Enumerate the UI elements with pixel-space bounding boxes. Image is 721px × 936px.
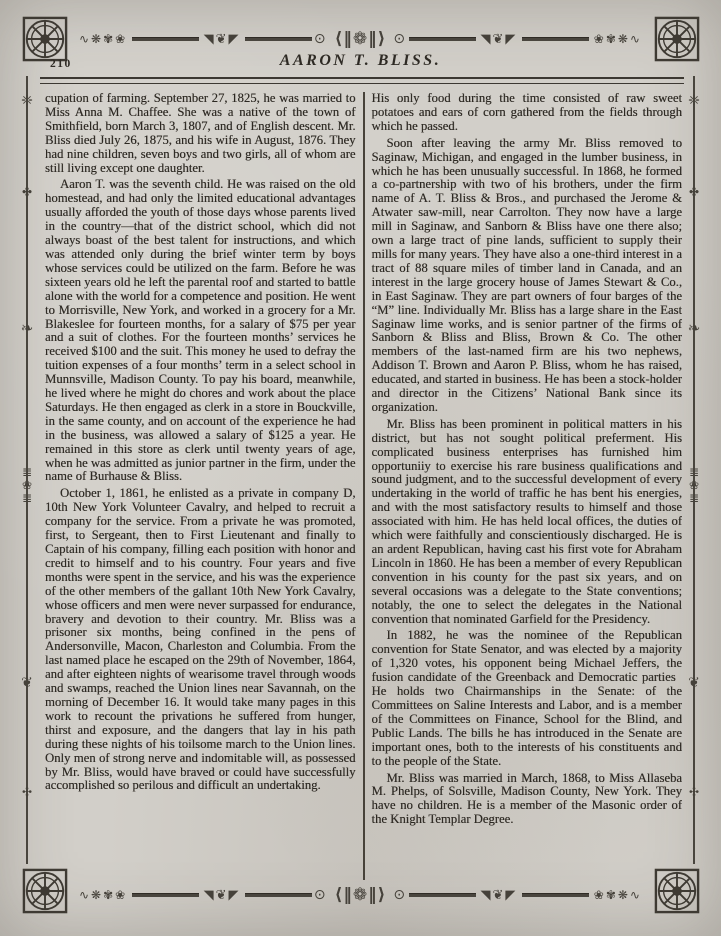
band-flourish-ornament: ∿❋✾❀: [79, 32, 128, 46]
bottom-ornament-band: [74, 882, 647, 908]
band-rule: [409, 893, 475, 897]
band-rule: [522, 893, 588, 897]
band-rule: [132, 37, 198, 41]
page-title: AARON T. BLISS.: [279, 52, 442, 69]
left-column-paragraph-3: October 1, 1861, he enlisted as a private in company D, 10th New York Volunteer Cavalry, and helped to recruit a company for the service. From a private he was promoted, first, to Sergeant, then to First Lieutenant and finally to Captain of his company, filling each position with honor and credit to himself and to his country. Four years and five months were spent in the service, and his was the experience of the other members of the gallant 10th New York Cavalry, whose officers and men were never surpassed for endurance, bravery and devotion to their country. Mr. Bliss was a prisoner six months, being confined in the pens of Andersonville, Macon, Charleston and Columbia. From the last named place he escaped on the 29th of November, 1864, and after eighteen nights of wearisome travel through woods and swamps, reached the Union lines near Savannah, on the morning of December 16. It would take many pages in this work to recount the privations he suffered from hunger, thirst and exposure, and the dangers that lay in his path during these nights of his toilsome march to the Union lines. Only men of strong nerve and indomitable will, as possessed by Mr. Bliss, would have braved or could have successfully accomplished so perilous and difficult an undertaking.: [45, 486, 356, 793]
band-ring-ornament: ⊙: [393, 887, 408, 903]
right-column-paragraph-5: Mr. Bliss was married in March, 1868, to Miss Allaseba M. Phelps, of Solsville, Madison County, New York. They have no children. He is a member of the Masonic order of the Knight Templar Degree.: [371, 770, 682, 827]
band-bow-ornament: ◥❦◤: [203, 887, 241, 903]
column-divider-rule: [363, 92, 365, 880]
scroll-ornament-icon: ✣: [688, 785, 700, 799]
right-column-paragraph-1: His only food during the time consisted of raw sweet potatoes and ears of corn gathered from the fields through which he passed.: [371, 92, 682, 133]
band-ring-ornament: ⊙: [313, 31, 328, 47]
right-column: [372, 92, 683, 880]
band-ring-ornament: ⊙: [313, 887, 328, 903]
bar-stack-ornament-icon: ≣ ❀ ≣: [688, 465, 700, 505]
left-column-paragraph-1: cupation of farming. September 27, 1825, he was married to Miss Anna M. Chaffee. She was a native of the town of Smithfield, born March 3, 1807, and of English descent. Mr. Bliss died July 26, 1875, and his wife in August, 1876. They had nine children, seven boys and two girls, all of whom are still living except one daughter.: [45, 92, 356, 175]
band-ring-ornament: ⊙: [393, 31, 408, 47]
band-center-ornament: ⟨‖❁‖⟩: [334, 28, 387, 49]
fleuron-ornament-icon: ❦: [688, 675, 700, 691]
scroll-ornament-icon: ✤: [688, 185, 700, 199]
band-bow-ornament: ◥❦◤: [203, 31, 241, 47]
band-flourish-ornament: ∿❋✾❀: [79, 888, 128, 902]
band-rule: [245, 37, 311, 41]
band-rule: [522, 37, 588, 41]
band-bow-ornament: ◥❦◤: [480, 31, 518, 47]
fleuron-ornament-icon: ❦: [21, 675, 33, 691]
scroll-ornament-icon: ✣: [21, 785, 33, 799]
left-column: [45, 92, 356, 880]
right-column-paragraph-4: In 1882, he was the nominee of the Republican convention for State Senator, and was elected by a majority of 1,320 votes, his opponent being Michael Jeffers, the fusion candidate of the Greenback and Democratic parties He holds two Chairmanships in the Senate: of the Committees on Saline Interests and Labor, and is a member of the Committees on Finance, School for the Blind, and Public Lands. The bills he has introduced in the Senate are important ones, both to the interests of his constituents and to the people of the State.: [371, 628, 682, 768]
right-column-paragraph-3: Mr. Bliss has been prominent in political matters in his district, but has not sought political preferment. His complicated business enterprises has furnished him opportuniiy to exercise his rare business qualifications and sound judgment, and to the successful development of every undertaking in the world of traffic he has bent his energies, and with the most satisfactory results to himself and those associated with him. He has held local offices, the duties of which were faithfully and conscientiously discharged. He is an ardent Republican, having cast his first vote for Abraham Lincoln in 1860. He has been a member of every Republican convention in his county for the past six years, and on several occasions was a delegate to the State conventions; notably, the one to select the delegates in the National convention that nominated Garfield for the Presidency.: [371, 416, 682, 626]
left-border-ornament: [12, 66, 42, 870]
leaf-ornament-icon: ❧: [20, 319, 34, 337]
band-rule: [409, 37, 475, 41]
text-columns: [45, 92, 682, 880]
band-flourish-ornament: ❀✾❋∿: [593, 32, 642, 46]
band-rule: [132, 893, 198, 897]
band-bow-ornament: ◥❦◤: [480, 887, 518, 903]
flower-ornament-icon: ❈: [688, 93, 700, 109]
header-double-rule: [40, 77, 684, 84]
band-rule: [245, 893, 311, 897]
bar-stack-ornament-icon: ≣ ❀ ≣: [21, 465, 33, 505]
scroll-ornament-icon: ✤: [21, 185, 33, 199]
band-flourish-ornament: ❀✾❋∿: [593, 888, 642, 902]
top-ornament-band: [74, 26, 647, 52]
leaf-ornament-icon: ❧: [687, 319, 701, 337]
page-number: 210: [50, 58, 72, 70]
left-column-paragraph-2: Aaron T. was the seventh child. He was raised on the old homestead, and had only the limited educational advantages usually afforded the youth of those days whose parents lived in the country—that of the district school, which did not always boast of the best talent for instructions, and which was attended only during the brief winter term by boys whose services could be utilized on the farm. Before he was sixteen years old he left the parental roof and started to battle alone with the world for a competence and position. He went to Morrisville, New York, and worked in a grocery for a Mr. Blakeslee for fourteen months, for a salary of $75 per year and a suit of clothes. For the fourteen months’ services he received $100 and the suit. This money he used to defray the tuition expenses of a four months’ term in a select school in Munnsville, Madison County. To pay his board, meanwhile, he lived where he might do chores and work about the place Saturdays. He then engaged as clerk in a store in Bouckville, in the same county, and on account of the experience he had in the business, was allowed a salary of $125 a year. He remained in this store as clerk until twenty years of age, when he was admitted as junior partner in the firm, under the name of Burhause & Bliss.: [45, 177, 356, 484]
flower-ornament-icon: ❈: [21, 93, 33, 109]
right-border-ornament: [679, 66, 709, 870]
band-center-ornament: ⟨‖❁‖⟩: [334, 884, 387, 905]
right-column-paragraph-2: Soon after leaving the army Mr. Bliss removed to Saginaw, Michigan, and engaged in the lumber business, in which he has been unusually successful. In 1868, he formed a co-partnership with two of his brothers, under the firm name of A. T. Bliss & Bros., and purchased the Jerome & Atwater saw-mill, near Carrolton. They now have a large mill in Saginaw, and Sanborn & Bliss have one there also; own a large tract of pine lands, sufficient to supply their mills for many years. They have also a one-third interest in a tract of 88 square miles of timber land in Canada, and an interest in the large grocery house of James Stewart & Co., in East Saginaw. They are part owners of four barges of the “M” line. Individually Mr. Bliss has a large share in the East Saginaw lime works, and is senior partner of the firms of Sanborn & Bliss and Bliss, Brown & Co. The other members of the last-named firm are his two nephews, Addison T. Brown and Aaron P. Bliss, whom he has raised, educated, and started in business. He has been a stock-holder and director in the Citizens’ National Bank since its organization.: [371, 135, 682, 414]
